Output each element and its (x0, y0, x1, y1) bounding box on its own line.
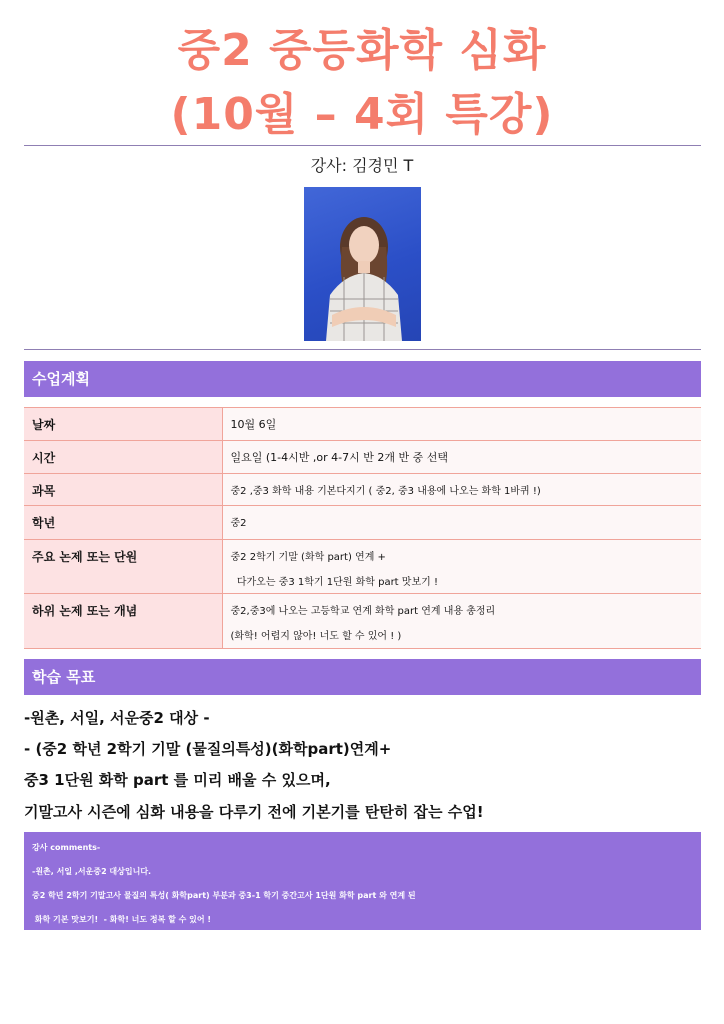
row-value: 10월 6일 (222, 408, 701, 441)
subtopic-line-1: 중2,중3에 나오는 고등학교 연계 화학 part 연계 내용 총정리 (230, 606, 496, 617)
row-value: 일요일 (1-4시반 ,or 4-7시 반 2개 반 중 선택 (222, 441, 701, 474)
goal-line: -원촌, 서일, 서운중2 대상 - (24, 709, 210, 727)
goal-line: 기말고사 시즌에 심화 내용을 다루기 전에 기본기를 탄탄히 잡는 수업! (24, 803, 484, 821)
title-line-2: (10월 – 4회 특강) (170, 89, 554, 140)
row-value (222, 540, 701, 594)
row-label: 하위 논제 또는 개념 (24, 594, 222, 649)
divider (24, 349, 701, 350)
goal-line: - (중2 학년 2학기 기말 (물질의특성)(화학part)연계+ (24, 740, 392, 758)
row-label: 시간 (24, 441, 222, 474)
table-row (24, 441, 701, 474)
plan-header: 수업계획 (24, 361, 701, 397)
comment-line: -원촌, 서일 ,서운중2 대상입니다. (32, 867, 152, 876)
instructor-comments (24, 832, 701, 930)
row-label: 주요 논제 또는 단원 (24, 540, 222, 594)
row-value: 중2 ,중3 화학 내용 기본다지기 ( 중2, 중3 내용에 나오는 화학 1바퀴 !) (222, 474, 701, 506)
topic-line-1: 중2 2학기 기말 (화학 part) 연계 + (230, 552, 386, 563)
comment-line: 중2 학년 2학기 기말고사 물질의 특성( 화학part) 부분과 중3-1 학기 중간고사 1단원 화학 part 와 연계 된 (32, 891, 416, 900)
comment-line: 화학 기본 맛보기! - 화학! 너도 정복 할 수 있어 ! (32, 915, 212, 924)
comment-line: 강사 comments- (32, 843, 101, 852)
instructor-name: 강사: 김경민 T (310, 156, 414, 175)
table-row (24, 408, 701, 441)
subtopic-line-2: (화학! 어렵지 않아! 너도 할 수 있어 ! ) (230, 631, 402, 642)
table-row (24, 540, 701, 594)
portrait-image (304, 187, 421, 341)
goal-header: 학습 목표 (24, 659, 701, 695)
table-row (24, 506, 701, 540)
goal-line: 중3 1단원 화학 part 를 미리 배울 수 있으며, (24, 771, 331, 789)
divider (24, 145, 701, 146)
row-label: 과목 (24, 474, 222, 506)
row-value: 중2 (222, 506, 701, 540)
row-label: 학년 (24, 506, 222, 540)
plan-table (24, 407, 701, 649)
row-value (222, 594, 701, 649)
row-label: 날짜 (24, 408, 222, 441)
instructor-photo (304, 187, 421, 341)
table-row (24, 594, 701, 649)
title-line-1: 중2 중등화학 심화 (177, 25, 547, 76)
topic-line-2: 다가오는 중3 1학기 1단원 화학 part 맛보기 ! (230, 577, 438, 588)
table-row (24, 474, 701, 506)
